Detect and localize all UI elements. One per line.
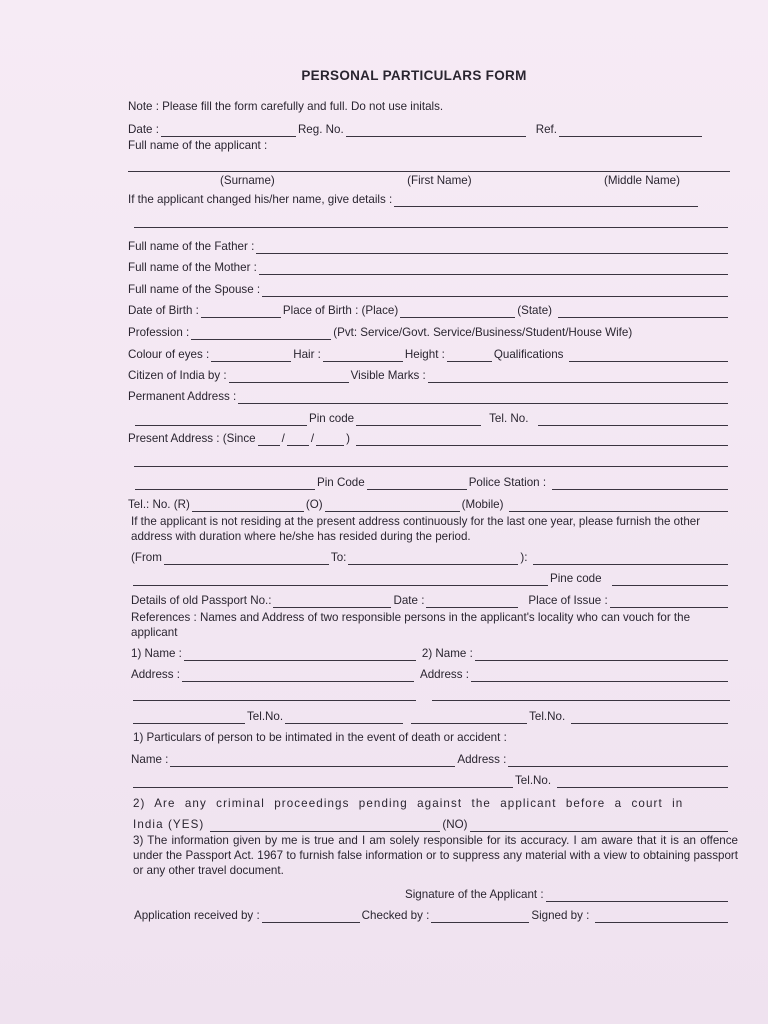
signature-label: Signature of the Applicant :	[405, 888, 544, 901]
ref1-address-field[interactable]	[182, 670, 414, 682]
note-line	[128, 100, 730, 114]
state-field[interactable]	[558, 306, 728, 318]
note-text: Note : Please fill the form carefully and full. Do not use initals.	[128, 100, 444, 113]
ref1-name-field[interactable]	[184, 649, 416, 661]
perm-address-field[interactable]	[238, 392, 728, 404]
paren-colon: ):	[520, 551, 528, 564]
present-pin-row	[133, 476, 730, 490]
other-pin-row	[131, 572, 730, 586]
spouse-field[interactable]	[262, 285, 728, 297]
old-passport-field[interactable]	[273, 596, 391, 608]
india-yes-label: India (YES)	[133, 818, 205, 831]
name-changed-field[interactable]	[394, 195, 698, 207]
middle-name-label: (Middle Name)	[603, 174, 680, 187]
references-text: References : Names and Address of two responsible persons in the applicant's locality who can vouch for the applicant	[131, 611, 691, 639]
tel-o-label: (O)	[305, 498, 323, 511]
pin-code-label-2: Pin Code	[317, 476, 365, 489]
perm-pin-row	[133, 412, 730, 426]
eyes-label: Colour of eyes :	[128, 348, 210, 361]
mobile-label: (Mobile)	[461, 498, 504, 511]
not-residing-text: If the applicant is not residing at the present address continuously for the last one year, please furnish the other address with duration where he/she has resided during the period.	[131, 515, 701, 543]
to-label: To:	[330, 551, 347, 564]
qualifications-label: Qualifications	[493, 348, 564, 361]
other-address-field[interactable]	[533, 553, 728, 565]
intimate-tel-label: Tel.No.	[515, 774, 552, 787]
present-address-label: Present Address : (Since	[128, 432, 256, 445]
full-name-label-row	[128, 139, 730, 153]
intimate-address-field-2[interactable]	[133, 776, 513, 788]
date-label: Date :	[128, 123, 159, 136]
received-by-field[interactable]	[262, 911, 360, 923]
ref-address-row	[131, 668, 730, 682]
full-name-field[interactable]	[128, 171, 730, 172]
perm-address-label: Permanent Address :	[128, 390, 237, 403]
india-yes-row	[133, 818, 730, 832]
ref2-address-field-2[interactable]	[432, 700, 730, 701]
full-name-label: Full name of the applicant :	[128, 139, 268, 152]
pine-code-label: Pine code	[550, 572, 602, 585]
from-field[interactable]	[164, 553, 329, 565]
pin-code-field[interactable]	[356, 414, 481, 426]
received-by-label: Application received by :	[134, 909, 260, 922]
ref1-address-field-3[interactable]	[133, 712, 245, 724]
mother-row	[128, 261, 730, 275]
ref2-address-label: Address :	[419, 668, 469, 681]
tel-row	[128, 498, 730, 512]
date-label-2: Date :	[393, 594, 425, 607]
visible-marks-field[interactable]	[428, 371, 728, 383]
ref2-address-field[interactable]	[471, 670, 728, 682]
place-issue-field[interactable]	[610, 596, 728, 608]
mother-label: Full name of the Mother :	[128, 261, 257, 274]
citizen-label: Citizen of India by :	[128, 369, 227, 382]
ref2-name-label: 2) Name :	[421, 647, 473, 660]
date-row	[128, 123, 704, 137]
perm-address-row	[128, 390, 730, 404]
ref-names-row	[131, 647, 730, 661]
no-label: (NO)	[442, 818, 468, 831]
pine-code-field[interactable]	[612, 574, 728, 586]
intimate-name-row	[131, 753, 730, 767]
tel-o-field[interactable]	[325, 500, 460, 512]
checked-by-label: Checked by :	[361, 909, 430, 922]
state-label: (State)	[517, 304, 553, 317]
place-issue-label: Place of Issue :	[528, 594, 608, 607]
since-year-field[interactable]	[316, 434, 344, 446]
intimate-address-label: Address :	[457, 753, 507, 766]
mother-field[interactable]	[259, 263, 728, 275]
particulars-row	[133, 731, 730, 745]
height-field[interactable]	[447, 350, 492, 362]
ref-label: Ref.	[535, 123, 557, 136]
ref1-address-label: Address :	[131, 668, 180, 681]
slash-1: /	[281, 432, 285, 445]
height-label: Height :	[404, 348, 445, 361]
intimate-address-field[interactable]	[508, 755, 728, 767]
dob-label: Date of Birth :	[128, 304, 199, 317]
criminal-text: 2) Are any criminal proceedings pending against the applicant before a court in	[133, 797, 684, 810]
ref-field[interactable]	[559, 125, 702, 137]
declaration-text: 3) The information given by me is true and I am solely responsible for its accuracy. I am aware that it is an offence under the Passport Act. 1967 to furnish false information or to suppress any material with a view to obtaining passport or any other travel document.	[133, 834, 738, 877]
name-changed-field-2[interactable]	[134, 227, 728, 228]
profession-options: (Pvt: Service/Govt. Service/Business/Student/House Wife)	[333, 326, 633, 339]
reg-label: Reg. No.	[297, 123, 344, 136]
from-to-row	[131, 551, 730, 565]
date-field[interactable]	[161, 125, 296, 137]
present-address-field-2[interactable]	[134, 466, 728, 467]
ref-tel-row	[131, 710, 730, 724]
from-label: (From	[131, 551, 162, 564]
tel-r-label: Tel.: No. (R)	[128, 498, 190, 511]
name-parts-row	[220, 174, 680, 188]
form-title: PERSONAL PARTICULARS FORM	[301, 68, 527, 83]
signed-by-field[interactable]	[595, 911, 728, 923]
ref1-tel-field[interactable]	[285, 712, 403, 724]
signature-row	[405, 888, 730, 902]
present-address-field[interactable]	[356, 434, 728, 446]
ref1-tel-label: Tel.No.	[247, 710, 284, 723]
surname-label: (Surname)	[220, 174, 275, 187]
reg-field[interactable]	[346, 125, 526, 137]
pin-code-label: Pin code	[309, 412, 355, 425]
father-label: Full name of the Father :	[128, 240, 255, 253]
slash-2: /	[310, 432, 315, 445]
old-passport-label: Details of old Passport No.:	[131, 594, 272, 607]
spouse-row	[128, 283, 730, 297]
police-station-field[interactable]	[552, 478, 728, 490]
criminal-yes-field[interactable]	[210, 820, 440, 832]
hair-field[interactable]	[323, 350, 403, 362]
signed-by-label: Signed by :	[531, 909, 590, 922]
present-address-row	[128, 432, 730, 446]
tel-r-field[interactable]	[192, 500, 304, 512]
citizen-field[interactable]	[229, 371, 349, 383]
close-paren: )	[346, 432, 350, 445]
intimate-name-field[interactable]	[170, 755, 455, 767]
mobile-field[interactable]	[509, 500, 728, 512]
ref1-address-field-2[interactable]	[133, 700, 416, 701]
old-passport-date-field[interactable]	[426, 596, 518, 608]
intimate-tel-field[interactable]	[557, 776, 728, 788]
name-changed-row	[128, 193, 700, 207]
name-changed-label: If the applicant changed his/her name, give details :	[128, 193, 393, 206]
tel-no-label: Tel. No.	[489, 412, 529, 425]
intimate-name-label: Name :	[131, 753, 169, 766]
pob-label: Place of Birth : (Place)	[282, 304, 399, 317]
father-row	[128, 240, 730, 254]
ref2-tel-label: Tel.No.	[529, 710, 566, 723]
spouse-label: Full name of the Spouse :	[128, 283, 261, 296]
since-month-field[interactable]	[287, 434, 309, 446]
pin-code-field-2[interactable]	[367, 478, 467, 490]
intimate-tel-row	[131, 774, 730, 788]
criminal-no-field[interactable]	[470, 820, 728, 832]
pob-field[interactable]	[400, 306, 515, 318]
father-field[interactable]	[256, 242, 728, 254]
ref2-name-field[interactable]	[475, 649, 728, 661]
ref2-tel-field[interactable]	[571, 712, 728, 724]
checked-by-field[interactable]	[431, 911, 529, 923]
police-station-label: Police Station :	[468, 476, 547, 489]
signature-field[interactable]	[546, 890, 728, 902]
since-day-field[interactable]	[258, 434, 280, 446]
to-field[interactable]	[348, 553, 518, 565]
old-passport-row	[131, 594, 730, 608]
profession-label: Profession :	[128, 326, 190, 339]
tel-no-field[interactable]	[538, 414, 728, 426]
hair-label: Hair :	[293, 348, 321, 361]
first-name-label: (First Name)	[407, 174, 472, 187]
eyes-field[interactable]	[211, 350, 291, 362]
citizen-row	[128, 369, 730, 383]
present-address-field-3[interactable]	[135, 478, 315, 490]
ref1-name-label: 1) Name :	[131, 647, 182, 660]
profession-row	[128, 326, 730, 340]
other-address-field-2[interactable]	[133, 574, 548, 586]
perm-address-field-2[interactable]	[135, 414, 307, 426]
birth-row	[128, 304, 730, 318]
dob-field[interactable]	[201, 306, 281, 318]
visible-marks-label: Visible Marks :	[350, 369, 426, 382]
appearance-row	[128, 348, 730, 362]
office-row	[134, 909, 730, 923]
ref2-address-field-3[interactable]	[411, 712, 527, 724]
qualifications-field[interactable]	[569, 350, 728, 362]
particulars-label: 1) Particulars of person to be intimated in the event of death or accident :	[133, 731, 507, 744]
profession-field[interactable]	[191, 328, 331, 340]
